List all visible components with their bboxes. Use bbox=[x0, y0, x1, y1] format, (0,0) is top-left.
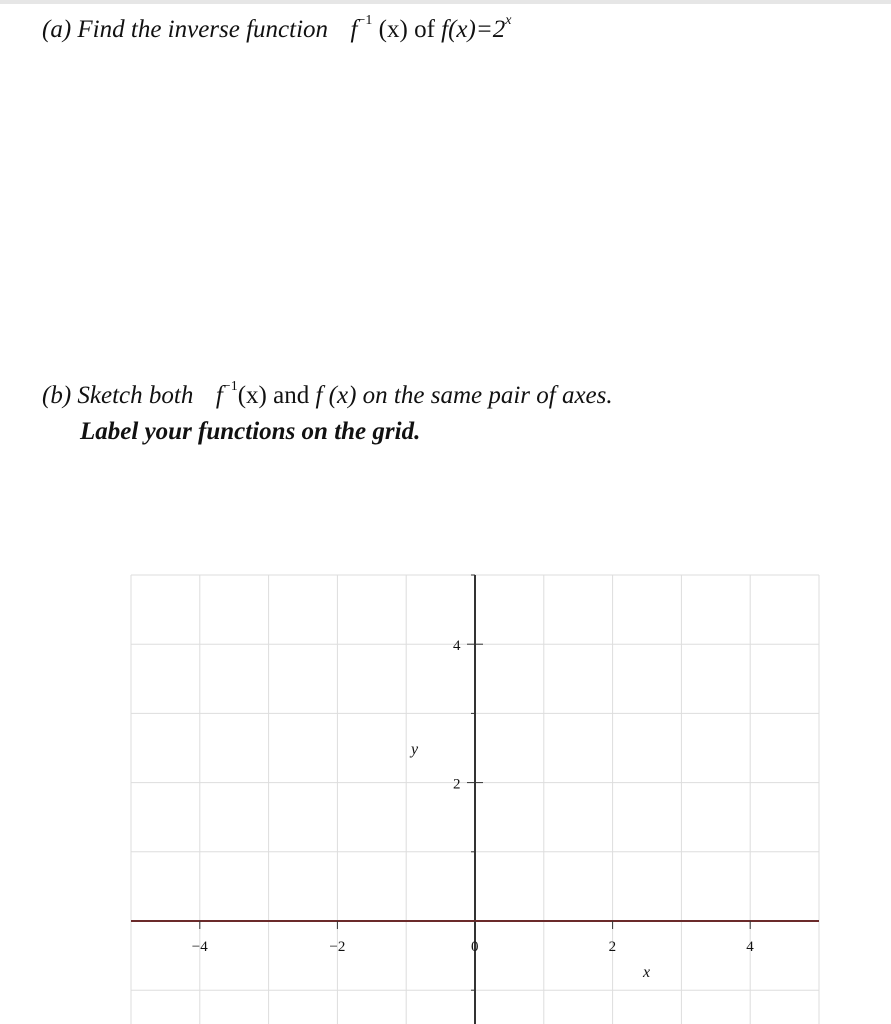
question-a-text: Find the inverse function bbox=[77, 16, 329, 43]
question-a-label: (a) bbox=[42, 16, 72, 43]
x-tick-label: −4 bbox=[191, 939, 208, 955]
question-b-f: f bbox=[215, 382, 223, 409]
x-tick-label: 2 bbox=[608, 939, 617, 955]
question-b-text-start: Sketch both bbox=[77, 382, 194, 409]
tick-labels bbox=[192, 638, 754, 981]
y-tick-label: 4 bbox=[453, 638, 461, 655]
y-tick-label: 2 bbox=[453, 776, 461, 793]
x-tick-label: 0 bbox=[471, 939, 479, 955]
question-b-instruction: Label your functions on the grid. bbox=[80, 418, 421, 445]
question-b-and: and bbox=[273, 382, 310, 409]
question-a-function: f(x)=2 bbox=[441, 16, 506, 43]
question-a-exponent: x bbox=[505, 12, 512, 28]
question-a-f: f bbox=[350, 16, 358, 43]
question-b-arg: (x) bbox=[237, 382, 267, 409]
question-a-inverse: −1 bbox=[357, 12, 373, 28]
x-axis-label: x bbox=[643, 964, 651, 981]
question-a-arg: (x) bbox=[378, 16, 408, 43]
question-b-inverse: −1 bbox=[222, 378, 238, 394]
x-tick-label: 4 bbox=[746, 939, 754, 955]
question-b-label: (b) bbox=[42, 382, 72, 409]
question-b-text-end: on the same pair of axes. bbox=[362, 382, 613, 409]
y-axis-label: y bbox=[411, 741, 419, 758]
axes bbox=[131, 575, 819, 1024]
question-b-f-second: f bbox=[315, 382, 323, 409]
question-a-of: of bbox=[414, 16, 435, 43]
x-tick-label: −2 bbox=[329, 939, 346, 955]
question-b-arg-second: (x) bbox=[328, 382, 357, 409]
